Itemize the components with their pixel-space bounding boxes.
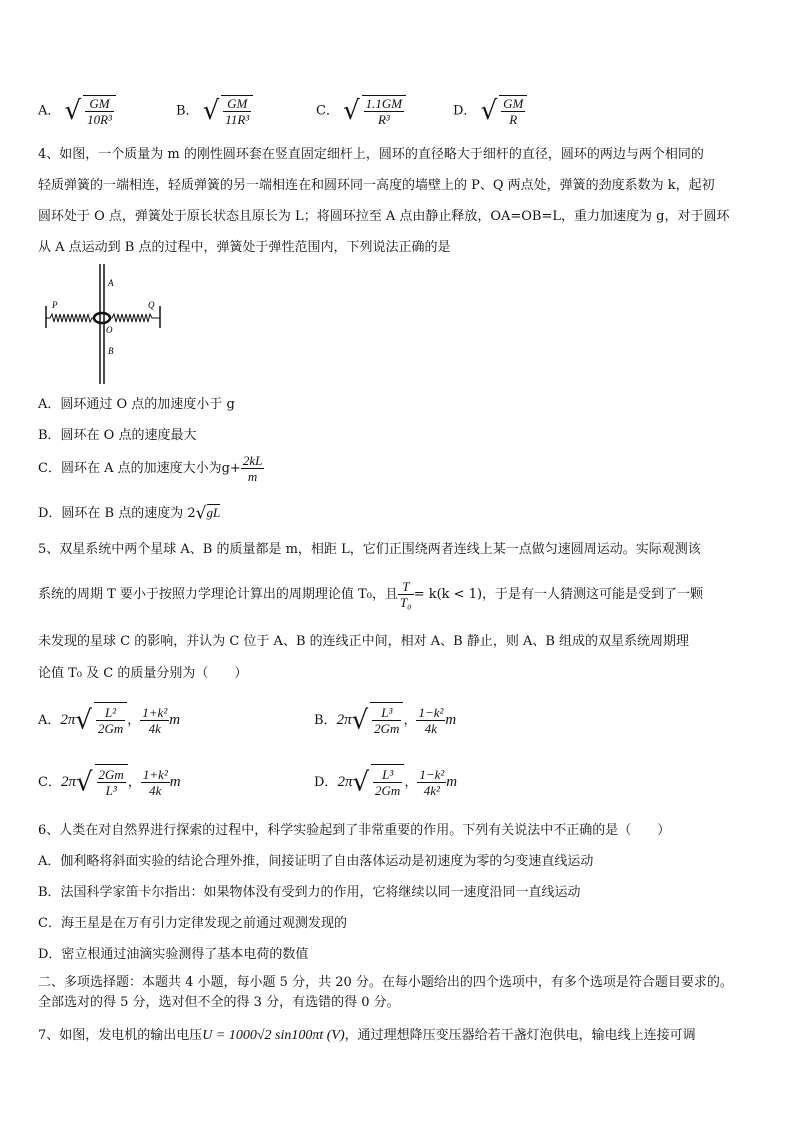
q5-option-a: A．2π√ $\frac{\text{L²}}{2Gm}$ ， $\frac{\text{1+k²}}{4k}$ m (38, 702, 180, 739)
q4-option-a: A．圆环通过 O 点的加速度小于 g (38, 397, 235, 412)
q3-option-c: C． √ $\frac{1.1GM}{\text{R³}}$ (316, 95, 406, 127)
radical-icon: √ (352, 767, 370, 798)
q6-stem: 6、人类在对自然界进行探索的过程中，科学实验起到了非常重要的作用。下列有关说法中不正确的是（ ） (38, 823, 671, 838)
q5-stem-line-2: 系统的周期 T 要小于按照力学理论计算出的周期理论值 T₀，且 $\frac{T}{\text{T₀}}$ = k(k < 1)，于是有一人猜测这可能是受到了一颗 (38, 579, 704, 610)
label-a: A (108, 278, 114, 288)
radical-icon: √ (75, 767, 93, 798)
q5-option-d: D．2π√ $\frac{\text{L³}}{2Gm}$ ， $\frac{\text{1−k²}}{\text{4k²}}$ m (314, 764, 457, 801)
q4-stem-line-1: 4、如图，一个质量为 m 的刚性圆环套在竖直固定细杆上，圆环的直径略大于细杆的直径，圆环的两边与两个相同的 (38, 147, 704, 162)
q5-stem-line-1: 5、双星系统中两个星球 A、B 的质量都是 m，相距 L，它们正围绕两者连线上某一点做匀速圆周运动。实际观测该 (38, 542, 701, 557)
spring-ring-diagram (40, 262, 170, 388)
q5-stem-line-4: 论值 T₀ 及 C 的质量分别为（ ） (38, 666, 248, 681)
q4-stem-line-3: 圆环处于 O 点，弹簧处于原长状态且原长为 L；将圆环拉至 A 点由静止释放，OA=OB=L，重力加速度为 g，对于圆环 (38, 209, 730, 224)
right-spring (109, 314, 160, 322)
q6-option-c: C．海王星是在万有引力定律发现之前通过观测发现的 (38, 916, 347, 931)
radical-icon: √ (480, 96, 498, 126)
q3-option-d: D． √ $\frac{GM}{R}$ (453, 95, 527, 127)
q4-figure (40, 262, 170, 388)
section-2-heading-line-2: 全部选对的得 5 分，选对但不全的得 3 分，有选错的得 0 分。 (38, 995, 400, 1010)
left-spring (46, 314, 95, 322)
radical-icon: √ (343, 96, 360, 126)
q4-option-b: B．圆环在 O 点的速度最大 (38, 428, 197, 443)
q5-stem-line-3: 未发现的星球 C 的影响，并认为 C 位于 A、B 的连线正中间，相对 A、B 静止，则 A、B 组成的双星系统周期理 (38, 634, 690, 649)
label-p: P (52, 300, 58, 310)
q3-option-a: A． √ $\frac{GM}{\text{10R³}}$ (38, 95, 116, 127)
q5-option-b: B．2π√ $\frac{\text{L³}}{2Gm}$ ， $\frac{\text{1−k²}}{4k}$ m (314, 702, 456, 739)
q6-option-a: A．伽利略将斜面实验的结论合理外推，间接证明了自由落体运动是初速度为零的匀变速直线运动 (38, 854, 594, 869)
q5-option-c: C．2π√ $\frac{2Gm}{\text{L³}}$ ， $\frac{\text{1+k²}}{4k}$ m (38, 764, 181, 801)
label-b: B (108, 346, 114, 356)
q4-stem-line-4: 从 A 点运动到 B 点的过程中，弹簧处于弹性范围内，下列说法正确的是 (38, 240, 451, 255)
radical-icon: √ (351, 705, 369, 736)
radical-icon: √ (64, 96, 82, 126)
q7-stem: 7、如图，发电机的输出电压U = 1000√2 sin100πt (V)，通过理想降压变压器给若干盏灯泡供电，输电线上连接可调 (38, 1028, 696, 1043)
q4-option-c: C．圆环在 A 点的加速度大小为g+ $\frac{2kL}{m}$ (38, 453, 263, 484)
ring (94, 313, 110, 323)
q4-option-d: D．圆环在 B 点的速度为 2√gL (38, 503, 221, 524)
q6-option-d: D．密立根通过油滴实验测得了基本电荷的数值 (38, 947, 309, 962)
section-2-heading-line-1: 二、多项选择题：本题共 4 小题，每小题 5 分，共 20 分。在每小题给出的四个选项中，有多个选项是符合题目要求的。 (38, 975, 733, 990)
radical-icon: √ (202, 96, 220, 126)
radical-icon: √ (195, 503, 207, 524)
q6-option-b: B．法国科学家笛卡尔指出：如果物体没有受到力的作用，它将继续以同一速度沿同一直线运动 (38, 885, 581, 900)
label-q: Q (148, 300, 155, 310)
q7-formula: U = 1000√2 sin100πt (V) (202, 1028, 345, 1043)
radical-icon: √ (75, 705, 92, 736)
q3-option-b: B． √ $\frac{GM}{\text{11R³}}$ (176, 95, 253, 127)
label-o: O (106, 325, 113, 335)
q4-stem-line-2: 轻质弹簧的一端相连，轻质弹簧的另一端相连在和圆环同一高度的墙壁上的 P、Q 两点处，弹簧的劲度系数为 k，起初 (38, 178, 715, 193)
